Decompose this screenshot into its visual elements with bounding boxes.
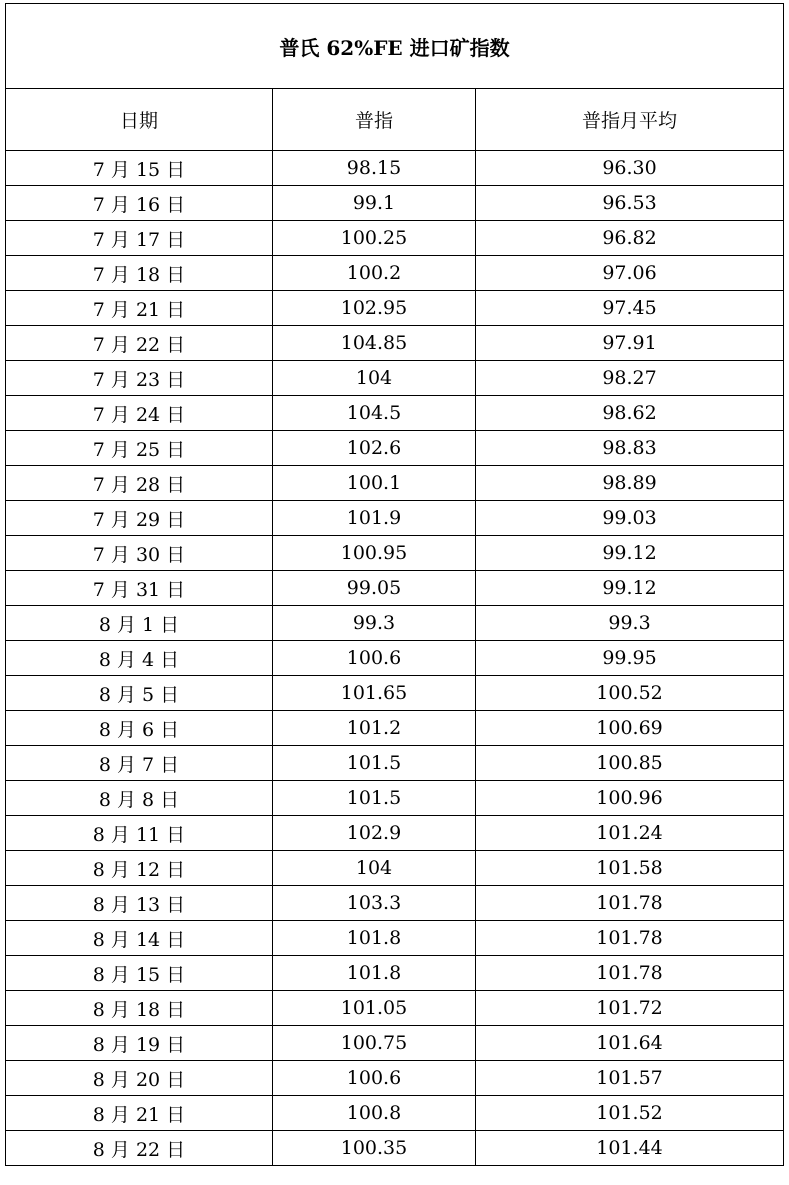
table-row [6,1096,784,1131]
cell-index: 104 [273,361,476,396]
cell-index: 100.6 [273,1061,476,1096]
cell-monthly-average: 98.27 [476,361,784,396]
table-row [6,606,784,641]
table-row [6,256,784,291]
table-row [6,991,784,1026]
cell-date: 7 月 24 日 [6,396,273,431]
table-row [6,956,784,991]
table-row [6,746,784,781]
table-row [6,676,784,711]
table-row [6,501,784,536]
cell-index: 100.8 [273,1096,476,1131]
cell-date: 7 月 15 日 [6,151,273,186]
table-row [6,571,784,606]
cell-index: 100.25 [273,221,476,256]
cell-date: 8 月 8 日 [6,781,273,816]
cell-monthly-average: 101.78 [476,921,784,956]
cell-date: 7 月 28 日 [6,466,273,501]
cell-date: 7 月 25 日 [6,431,273,466]
table-row [6,431,784,466]
cell-monthly-average: 97.45 [476,291,784,326]
header-row [6,89,784,151]
cell-date: 7 月 30 日 [6,536,273,571]
cell-monthly-average: 100.96 [476,781,784,816]
cell-index: 101.65 [273,676,476,711]
cell-monthly-average: 96.82 [476,221,784,256]
cell-monthly-average: 101.72 [476,991,784,1026]
table-row [6,186,784,221]
table-row [6,641,784,676]
table-row [6,291,784,326]
cell-monthly-average: 101.57 [476,1061,784,1096]
cell-date: 8 月 12 日 [6,851,273,886]
table-row [6,396,784,431]
table-row [6,466,784,501]
cell-monthly-average: 100.69 [476,711,784,746]
cell-date: 7 月 31 日 [6,571,273,606]
cell-monthly-average: 97.06 [476,256,784,291]
table-row [6,781,784,816]
cell-monthly-average: 101.24 [476,816,784,851]
cell-date: 8 月 19 日 [6,1026,273,1061]
table-row [6,1026,784,1061]
title-row [6,4,784,89]
cell-index: 101.05 [273,991,476,1026]
cell-date: 7 月 17 日 [6,221,273,256]
cell-date: 8 月 15 日 [6,956,273,991]
table-row [6,326,784,361]
cell-monthly-average: 98.83 [476,431,784,466]
table-row [6,1131,784,1166]
cell-monthly-average: 99.3 [476,606,784,641]
cell-date: 8 月 14 日 [6,921,273,956]
cell-index: 100.2 [273,256,476,291]
cell-index: 102.6 [273,431,476,466]
cell-monthly-average: 98.62 [476,396,784,431]
table-row [6,151,784,186]
cell-monthly-average: 99.12 [476,536,784,571]
cell-monthly-average: 97.91 [476,326,784,361]
cell-monthly-average: 96.30 [476,151,784,186]
cell-monthly-average: 96.53 [476,186,784,221]
cell-index: 104.85 [273,326,476,361]
cell-index: 101.5 [273,781,476,816]
cell-monthly-average: 101.52 [476,1096,784,1131]
cell-index: 102.95 [273,291,476,326]
table-row [6,886,784,921]
cell-date: 8 月 13 日 [6,886,273,921]
cell-date: 8 月 22 日 [6,1131,273,1166]
table-row [6,536,784,571]
column-header-index: 普指 [273,89,476,151]
cell-monthly-average: 101.64 [476,1026,784,1061]
cell-date: 7 月 18 日 [6,256,273,291]
cell-date: 8 月 18 日 [6,991,273,1026]
table-row [6,851,784,886]
cell-date: 8 月 21 日 [6,1096,273,1131]
cell-index: 100.35 [273,1131,476,1166]
cell-monthly-average: 100.85 [476,746,784,781]
cell-date: 7 月 29 日 [6,501,273,536]
cell-date: 7 月 16 日 [6,186,273,221]
table-body [6,4,784,1166]
cell-index: 99.1 [273,186,476,221]
cell-index: 99.05 [273,571,476,606]
table-row [6,711,784,746]
iron-ore-index-table [5,3,784,1166]
column-header-date: 日期 [6,89,273,151]
cell-index: 104 [273,851,476,886]
cell-date: 8 月 6 日 [6,711,273,746]
cell-index: 100.1 [273,466,476,501]
cell-index: 102.9 [273,816,476,851]
cell-monthly-average: 99.12 [476,571,784,606]
cell-date: 8 月 4 日 [6,641,273,676]
cell-index: 101.5 [273,746,476,781]
cell-monthly-average: 101.78 [476,956,784,991]
cell-index: 101.9 [273,501,476,536]
cell-date: 7 月 22 日 [6,326,273,361]
table-row [6,816,784,851]
cell-index: 104.5 [273,396,476,431]
table-row [6,1061,784,1096]
cell-index: 101.8 [273,921,476,956]
cell-index: 101.8 [273,956,476,991]
column-header-monthly-average: 普指月平均 [476,89,784,151]
cell-date: 8 月 7 日 [6,746,273,781]
cell-date: 8 月 5 日 [6,676,273,711]
cell-index: 98.15 [273,151,476,186]
cell-index: 101.2 [273,711,476,746]
cell-date: 7 月 21 日 [6,291,273,326]
cell-index: 99.3 [273,606,476,641]
table-row [6,221,784,256]
cell-date: 8 月 1 日 [6,606,273,641]
table-row [6,361,784,396]
cell-monthly-average: 101.44 [476,1131,784,1166]
cell-date: 8 月 20 日 [6,1061,273,1096]
cell-monthly-average: 98.89 [476,466,784,501]
cell-date: 8 月 11 日 [6,816,273,851]
cell-monthly-average: 99.95 [476,641,784,676]
cell-monthly-average: 100.52 [476,676,784,711]
cell-monthly-average: 101.78 [476,886,784,921]
table-row [6,921,784,956]
cell-monthly-average: 99.03 [476,501,784,536]
cell-index: 100.75 [273,1026,476,1061]
cell-monthly-average: 101.58 [476,851,784,886]
cell-index: 103.3 [273,886,476,921]
table-title: 普氏 62%FE 进口矿指数 [6,4,784,89]
cell-index: 100.95 [273,536,476,571]
cell-index: 100.6 [273,641,476,676]
cell-date: 7 月 23 日 [6,361,273,396]
